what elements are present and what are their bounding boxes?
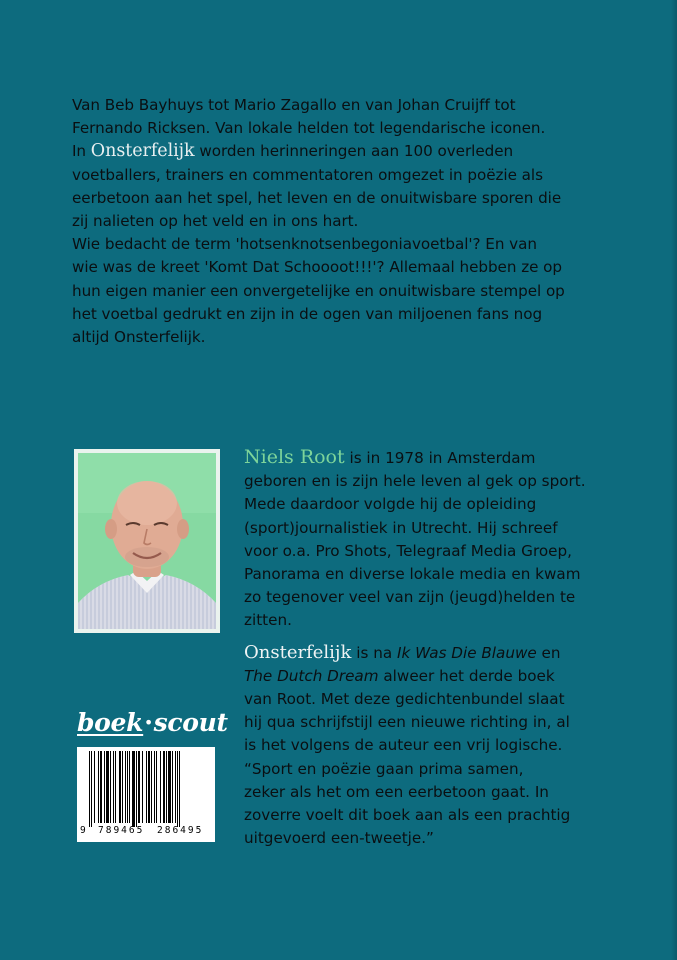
blurb-line: het voetbal gedrukt en zijn in de ogen van miljoenen fans nog: [72, 304, 543, 323]
barcode-bar: [160, 751, 161, 823]
bio-text: is na: [351, 643, 397, 662]
bio-text: Mede daardoor volgde hij de opleiding: [244, 495, 537, 514]
bio-text: geboren en is zijn hele leven al gek op sport.: [244, 472, 586, 491]
blurb-line: [72, 140, 642, 163]
bio-text: en: [536, 643, 561, 662]
bio-text: voor o.a. Pro Shots, Telegraaf Media Groep,: [244, 541, 572, 560]
barcode-bar: [156, 751, 157, 823]
bio-text: van Root. Met deze gedichtenbundel slaat: [244, 690, 565, 709]
bio-text: “Sport en poëzie gaan prima samen,: [244, 759, 524, 778]
bio-text: Panorama en diverse lokale media en kwam: [244, 565, 581, 584]
barcode-bar: [142, 751, 143, 823]
barcode-bar: [106, 751, 109, 823]
barcode-bar: [113, 751, 114, 823]
publisher-logo-dot: ·: [144, 708, 153, 737]
barcode-bar: [127, 751, 128, 823]
barcode-bar: [110, 751, 111, 823]
barcode-bar: [122, 751, 123, 823]
publisher-logo-right: scout: [153, 708, 228, 737]
barcode-bar: [115, 751, 116, 823]
barcode-bar: [104, 751, 105, 823]
bio-text: zoverre voelt dit boek aan als een prachtig: [244, 806, 571, 825]
blurb-line: eerbetoon aan het spel, het leven en de onuitwisbare sporen die: [72, 188, 562, 207]
spine-edge: [671, 0, 677, 960]
barcode-bar: [154, 751, 155, 823]
bio-text: zitten.: [244, 611, 292, 630]
barcode-bar: [98, 751, 99, 823]
bio-text: uitgevoerd een-tweetje.”: [244, 829, 434, 848]
blurb-line: Van Beb Bayhuys tot Mario Zagallo en van Johan Cruijff tot: [72, 96, 516, 114]
barcode-bar: [138, 751, 140, 823]
blurb-line: altijd Onsterfelijk.: [72, 328, 206, 347]
bio-text: hij qua schrijfstijl een nieuwe richting in, al: [244, 713, 570, 732]
author-bio: [244, 446, 634, 850]
publisher-logo-left: boek: [77, 708, 144, 737]
book-title-inline: Onsterfelijk: [90, 141, 195, 162]
author-photo: [78, 453, 216, 629]
isbn-barcode: [77, 747, 215, 842]
barcode-bar: [94, 751, 95, 823]
barcode-bar: [100, 751, 102, 823]
barcode-bar: [91, 751, 92, 827]
book-title-earlier: Ik Was Die Blauwe: [396, 643, 537, 662]
barcode-bar: [89, 751, 90, 827]
barcode-bars: [77, 747, 215, 827]
publisher-logo: [77, 708, 228, 737]
barcode-bar: [136, 751, 137, 827]
book-title-earlier: The Dutch Dream: [244, 666, 379, 685]
bio-paragraph-1: [244, 446, 634, 633]
blurb-line: wie was de kreet 'Komt Dat Schoooot!!!'? Allemaal hebben ze op: [72, 258, 563, 277]
bio-text: is het volgens de auteur een vrij logische.: [244, 736, 563, 755]
bio-text: is in 1978 in Amsterdam: [344, 449, 536, 467]
barcode-bar: [163, 751, 165, 823]
barcode-bar: [148, 751, 150, 823]
barcode-bar: [125, 751, 126, 823]
blurb-line: Wie bedacht de term 'hotsenknotsenbegoniavoetbal'? En van: [72, 235, 537, 254]
barcode-bar: [132, 751, 135, 827]
barcode-bar: [177, 751, 178, 827]
barcode-bar: [168, 751, 171, 823]
bio-text: zeker als het om een eerbetoon gaat. In: [244, 782, 549, 801]
author-photo-frame: [74, 449, 220, 633]
bio-text: alweer het derde boek: [378, 666, 555, 685]
bio-text: (sport)journalistiek in Utrecht. Hij schreef: [244, 518, 558, 537]
author-portrait-illustration: [78, 453, 216, 629]
blurb-line: zij nalieten op het veld en in ons hart.: [72, 212, 359, 231]
barcode-bar: [175, 751, 176, 823]
barcode-digit-prefix: 9: [80, 825, 86, 836]
blurb-text: In: [72, 142, 91, 161]
blurb-text: worden herinneringen aan 100 overleden: [194, 142, 514, 161]
barcode-bar: [129, 751, 130, 823]
barcode-bar: [172, 751, 173, 823]
blurb-line: hun eigen manier een onvergetelijke en onuitwisbare stempel op: [72, 281, 565, 300]
blurb-line: Fernando Ricksen. Van lokale helden tot legendarische iconen.: [72, 119, 546, 138]
barcode-bar: [151, 751, 152, 823]
bio-text: zo tegenover veel van zijn (jeugd)helden te: [244, 588, 576, 607]
barcode-bar: [179, 751, 180, 827]
barcode-digits: [77, 825, 215, 839]
barcode-bar: [146, 751, 147, 823]
blurb-line: voetballers, trainers en commentatoren omgezet in poëzie als: [72, 165, 543, 184]
barcode-digits-left: 789465: [98, 825, 145, 836]
barcode-bar: [119, 751, 121, 823]
barcode-bar: [166, 751, 167, 823]
barcode-digits-right: 286495: [157, 825, 204, 836]
back-cover-blurb: [72, 94, 642, 349]
book-title: Onsterfelijk: [244, 641, 352, 663]
author-name: Niels Root: [244, 446, 345, 468]
bio-paragraph-2: [244, 641, 634, 851]
